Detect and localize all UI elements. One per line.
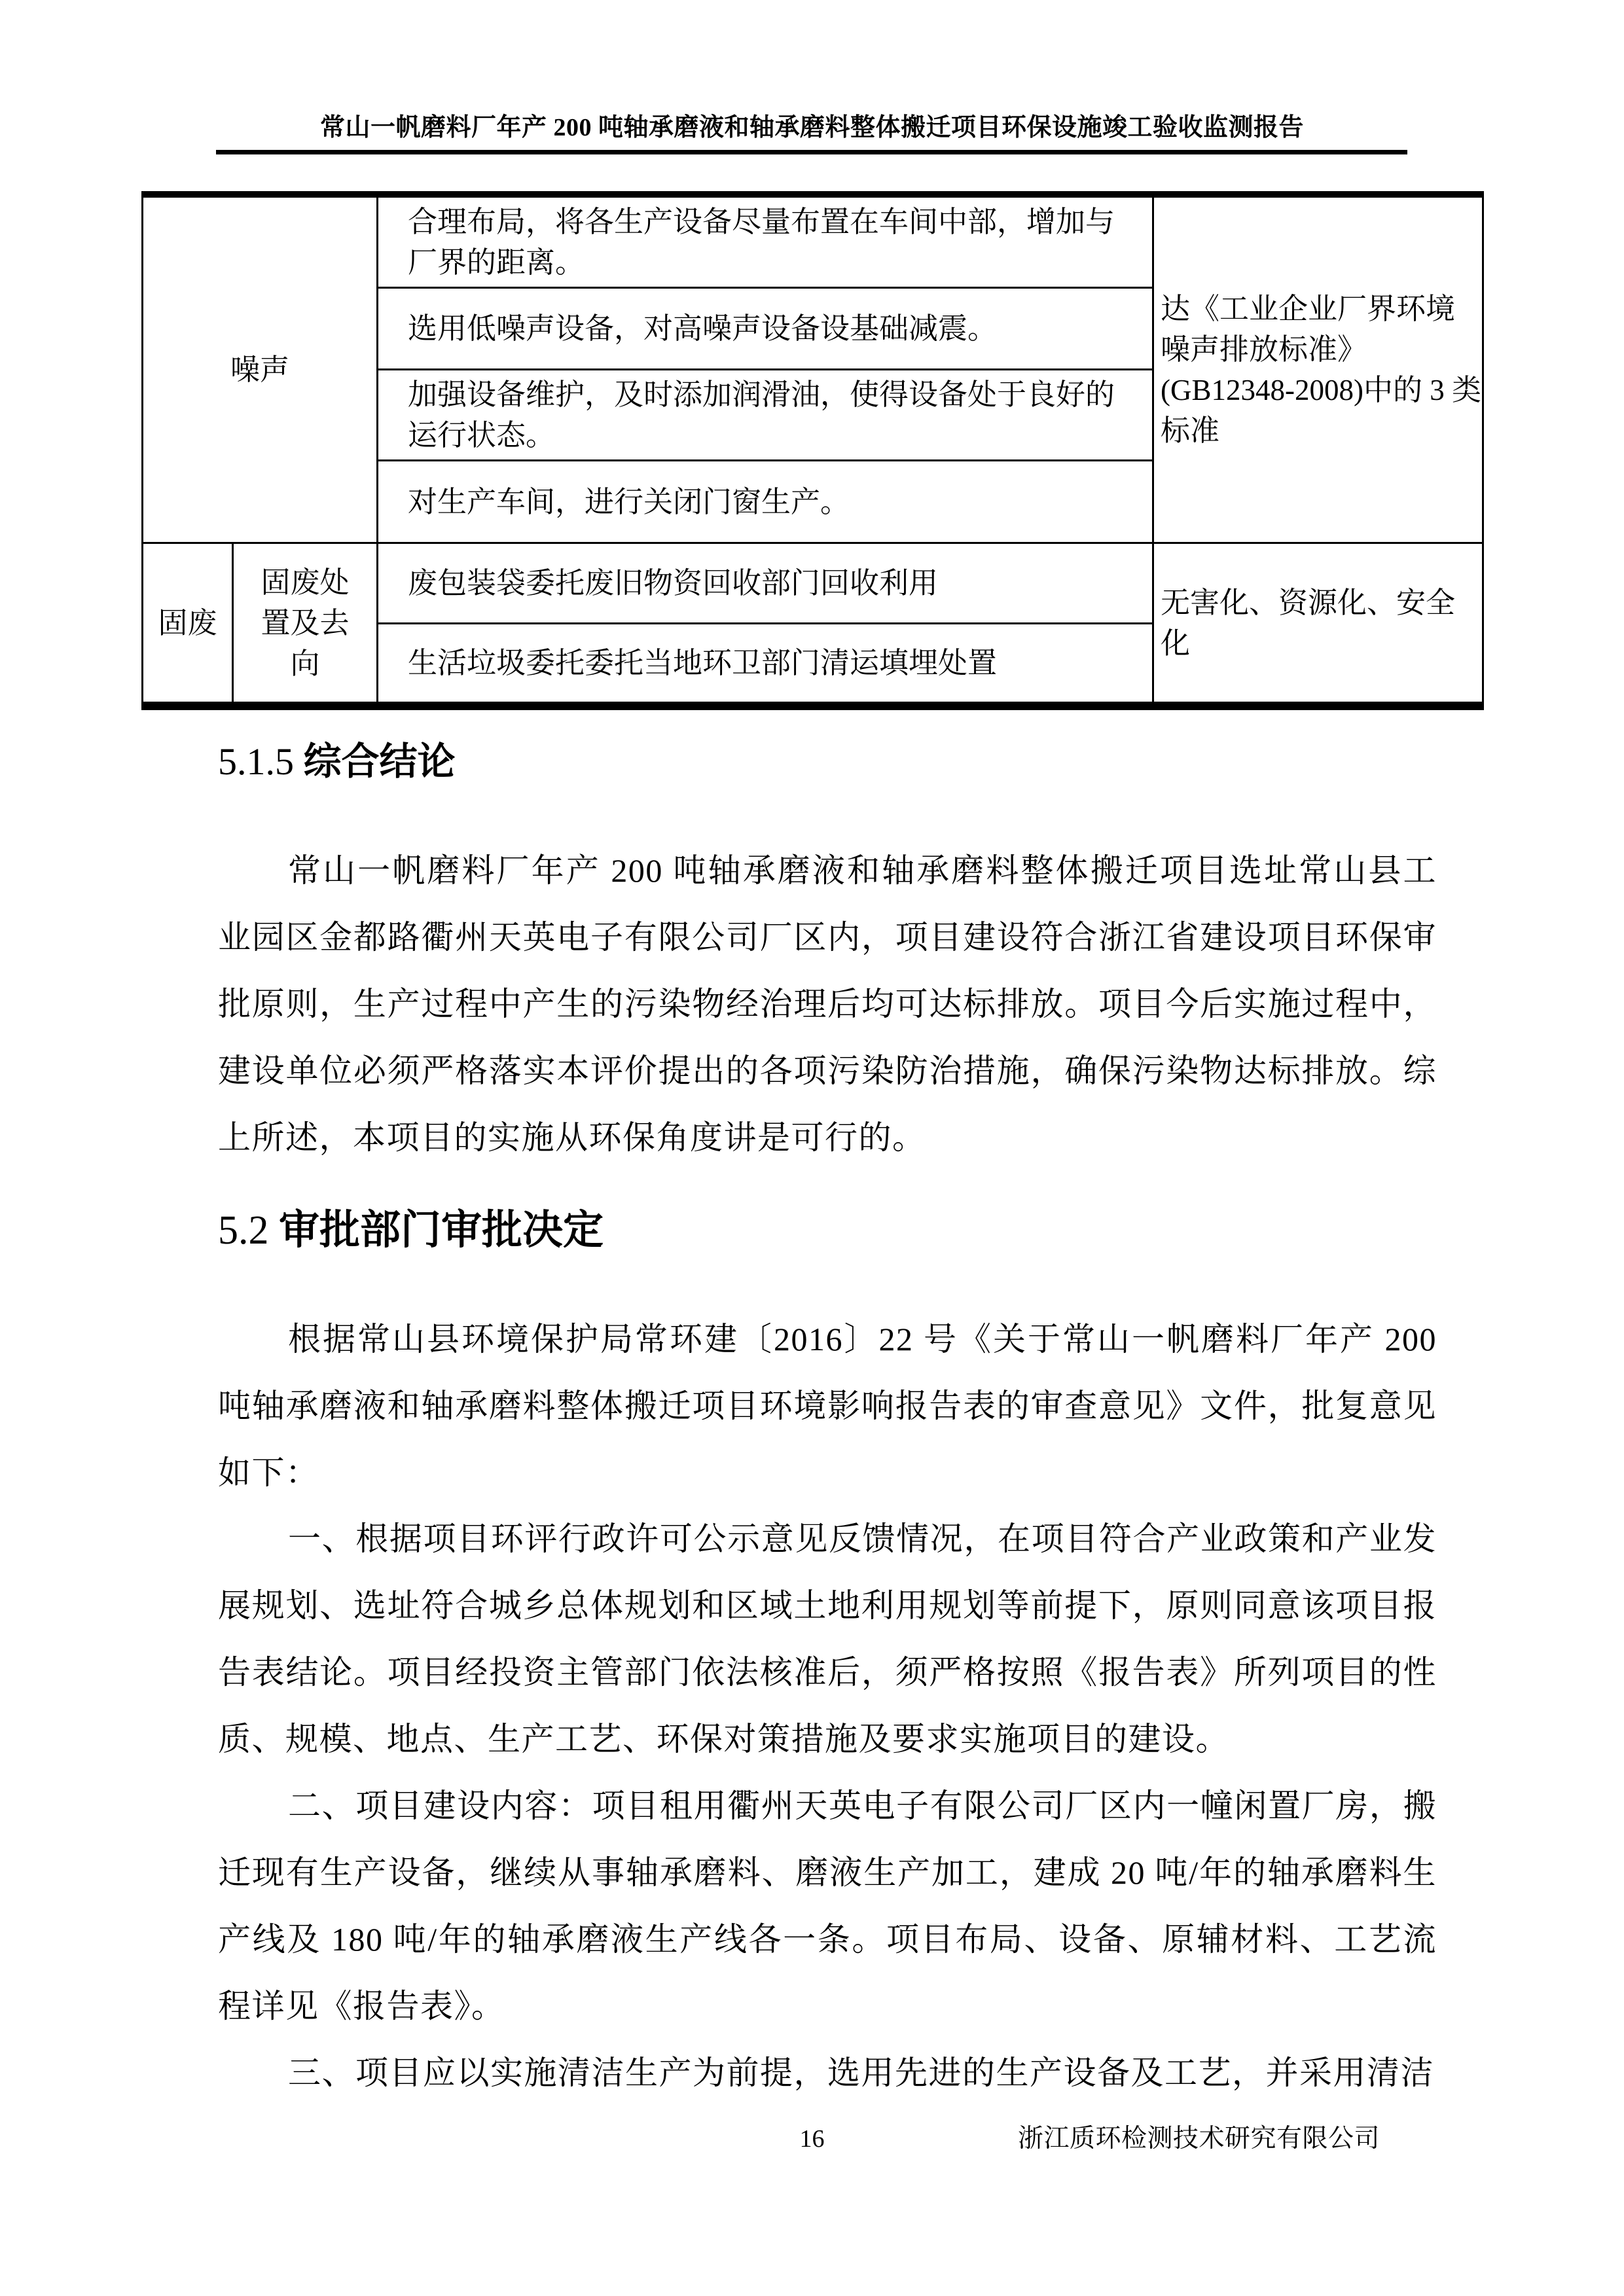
header-rule: [216, 150, 1407, 154]
section-title: 综合结论: [303, 740, 456, 783]
section-heading-5-1-5: [218, 737, 456, 786]
waste-result-cell: 无害化、资源化、安全化: [1153, 543, 1483, 706]
noise-measure-3: 加强设备维护，及时添加润滑油，使得设备处于良好的运行状态。: [378, 370, 1153, 461]
section-number: 5.2: [218, 1208, 269, 1253]
heading-space: [269, 1208, 280, 1253]
section-heading-5-2: [218, 1204, 604, 1257]
page-header-title: 常山一帆磨料厂年产 200 吨轴承磨液和轴承磨料整体搬迁项目环保设施竣工验收监测报告: [319, 114, 1304, 141]
section-title: 审批部门审批决定: [279, 1208, 604, 1253]
table-row: [143, 194, 1483, 288]
noise-measure-4: 对生产车间，进行关闭门窗生产。: [378, 461, 1153, 543]
waste-measure-1: 废包装袋委托废旧物资回收部门回收利用: [378, 543, 1153, 624]
waste-label-cell: 固废: [143, 543, 233, 706]
waste-sublabel-cell: 固废处置及去向: [233, 543, 378, 706]
noise-label-cell: 噪声: [143, 194, 378, 543]
paragraph: 三、项目应以实施清洁生产为前提，选用先进的生产设备及工艺，并采用清洁: [288, 2054, 1434, 2091]
waste-measure-2: 生活垃圾委托委托当地环卫部门清运填埋处置: [378, 624, 1153, 706]
paragraph: 一、根据项目环评行政许可公示意见反馈情况，在项目符合产业政策和产业发展规划、选址符合城乡总体规划和区域土地利用规划等前提下，原则同意该项目报告表结论。项目经投资主管部门依法核准后，须严格按照《报告表》所列项目的性质、规模、地点、生产工艺、环保对策措施及要求实施项目的建设。: [218, 1520, 1437, 1757]
paragraph: 二、项目建设内容：项目租用衢州天英电子有限公司厂区内一幢闲置厂房，搬迁现有生产设备，继续从事轴承磨料、磨液生产加工，建成 20 吨/年的轴承磨料生产线及 180 吨/年的轴承磨液生产线各一条。项目布局、设备、原辅材料、工艺流程详见《报告表》。: [218, 1787, 1437, 2024]
table-row: [143, 543, 1483, 624]
pollution-control-table: [141, 191, 1484, 710]
noise-measure-2: 选用低噪声设备，对高噪声设备设基础减震。: [378, 288, 1153, 370]
heading-space: [294, 740, 304, 783]
footer-company-name: 浙江质环检测技术研究有限公司: [1018, 2125, 1380, 2153]
noise-result-cell: 达《工业企业厂界环境噪声排放标准》(GB12348-2008)中的 3 类标准: [1153, 194, 1483, 543]
paragraph: 根据常山县环境保护局常环建〔2016〕22 号《关于常山一帆磨料厂年产 200 吨轴承磨液和轴承磨料整体搬迁项目环境影响报告表的审查意见》文件，批复意见如下：: [218, 1321, 1437, 1491]
section-number: 5.1.5: [218, 740, 294, 783]
noise-measure-1: 合理布局，将各生产设备尽量布置在车间中部，增加与厂界的距离。: [378, 194, 1153, 288]
paragraph: 常山一帆磨料厂年产 200 吨轴承磨液和轴承磨料整体搬迁项目选址常山县工业园区金都路衢州天英电子有限公司厂区内，项目建设符合浙江省建设项目环保审批原则，生产过程中产生的污染物经治理后均可达标排放。项目今后实施过程中，建设单位必须严格落实本评价提出的各项污染防治措施，确保污染物达标排放。综上所述，本项目的实施从环保角度讲是可行的。: [218, 852, 1437, 1156]
page-number: 16: [799, 2125, 825, 2153]
